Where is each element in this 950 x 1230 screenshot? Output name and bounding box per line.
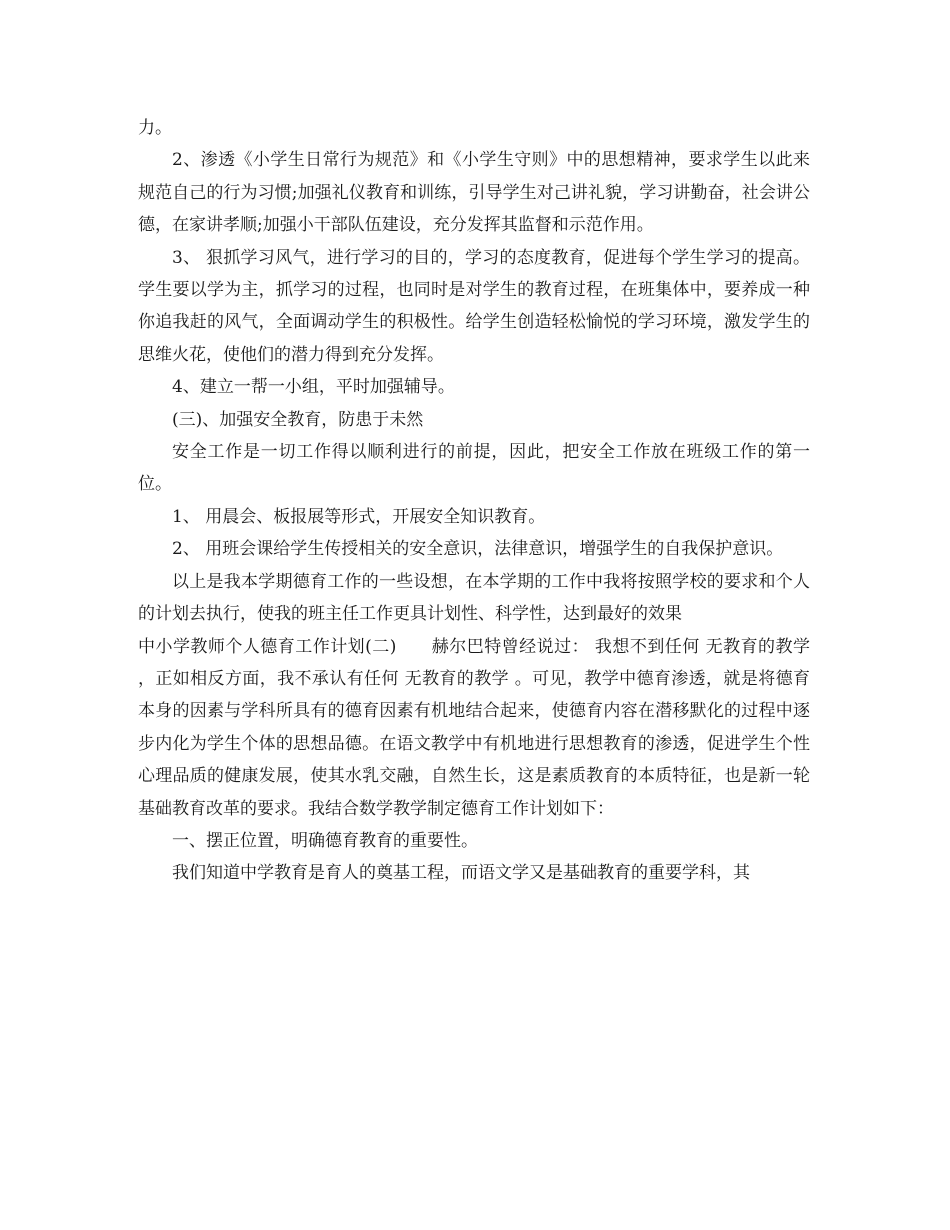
section-heading-position: 一、摆正位置，明确德育教育的重要性。	[172, 830, 478, 851]
paragraph-safety-item-1: 1、 用晨会、板报展等形式，开展安全知识教育。	[172, 506, 546, 527]
paragraph-item-4-mentoring: 4、建立一帮一小组，平时加强辅导。	[172, 377, 455, 398]
paragraph-safety-intro: 安全工作是一切工作得以顺利进行的前提，因此，把安全工作放在班级工作的第一位。	[138, 442, 810, 495]
paragraph-summary: 以上是我本学期德育工作的一些设想，在本学期的工作中我将按照学校的要求和个人的计划去执行，使我的班主任工作更具计划性、科学性，达到最好的效果	[138, 571, 810, 625]
document-page	[138, 112, 810, 890]
paragraph-plan-two-intro: 中小学教师个人德育工作计划(二) 赫尔巴特曾经说过： 我想不到任何 无教育的教学 ，正如相反方面，我不承认有任何 无教育的教学 。可见，教学中德育渗透，就是将德育本身的因素与学科所具有的德育因素有机地结合起来，使德育内容在潜移默化的过程中逐步内化为学生个体的思想品德。在语文教学中有机地进行思想教育的渗透，促进学生个性心理品质的健康发展，使其水乳交融，自然生长，这是素质教育的本质特征，也是新一轮基础教育改革的要求。我结合数学教学制定德育工作计划如下：	[138, 636, 810, 819]
paragraph-item-3-study-atmosphere: 3、 狠抓学习风气，进行学习的目的，学习的态度教育，促进每个学生学习的提高。学生要以学为主，抓学习的过程，也同时是对学生的教育过程，在班集体中，要养成一种你追我赶的风气，全面调动学生的积极性。给学生创造轻松愉悦的学习环境，激发学生的思维火花，使他们的潜力得到充分发挥。	[138, 247, 810, 365]
paragraph-safety-item-2: 2、 用班会课给学生传授相关的安全意识，法律意识，增强学生的自我保护意识。	[172, 539, 784, 560]
section-heading-safety: (三)、加强安全教育，防患于未然	[172, 409, 424, 430]
paragraph-foundation: 我们知道中学教育是育人的奠基工程，而语文学又是基础教育的重要学科，其	[172, 863, 750, 884]
paragraph-continuation: 力。	[138, 118, 172, 138]
paragraph-item-2-behavior-norms: 2、渗透《小学生日常行为规范》和《小学生守则》中的思想精神，要求学生以此来规范自己的行为习惯;加强礼仪教育和训练，引导学生对己讲礼貌，学习讲勤奋，社会讲公德，在家讲孝顺;加强小干部队伍建设，充分发挥其监督和示范作用。	[138, 150, 810, 236]
